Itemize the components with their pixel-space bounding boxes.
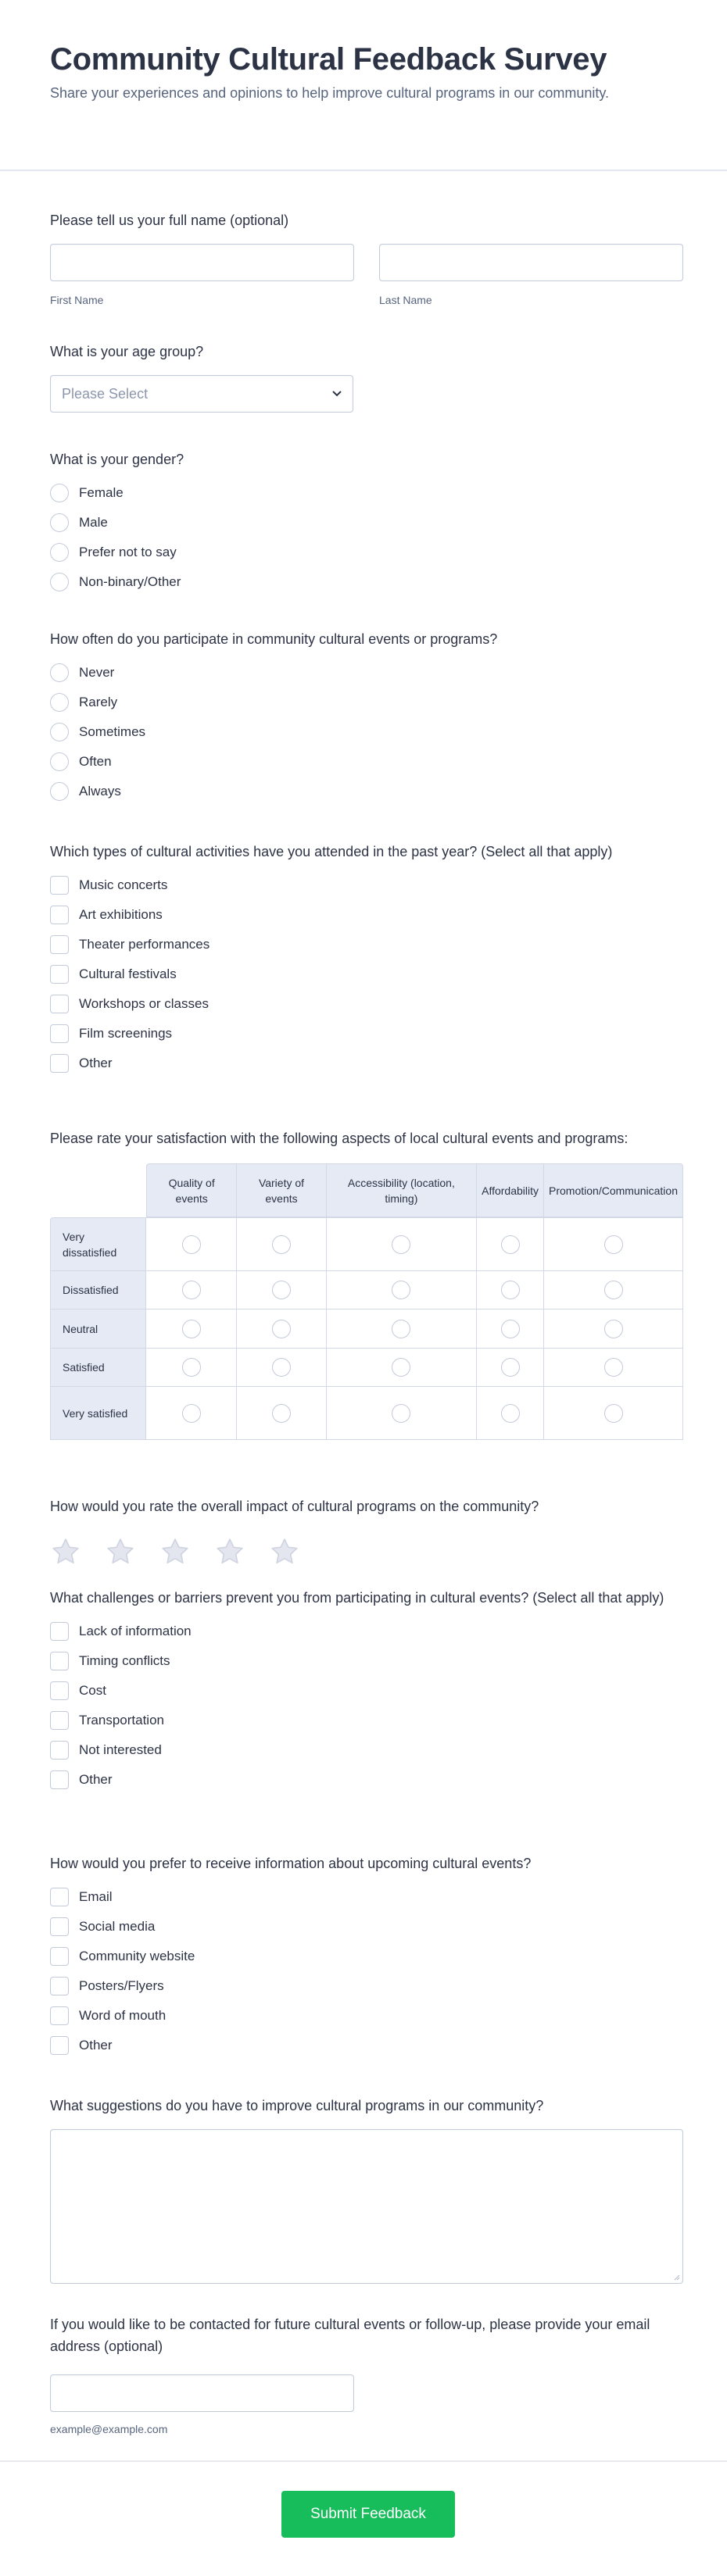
option-label: Music concerts <box>79 877 168 892</box>
submit-button[interactable]: Submit Feedback <box>281 2491 455 2538</box>
last-name-sublabel: Last Name <box>379 294 432 306</box>
checkbox[interactable] <box>50 1888 69 1906</box>
matrix-radio[interactable] <box>392 1281 410 1299</box>
checkbox[interactable] <box>50 1770 69 1789</box>
matrix-cell <box>327 1271 477 1309</box>
checkbox-option[interactable] <box>50 959 683 989</box>
option-label: Workshops or classes <box>79 996 209 1011</box>
matrix-radio[interactable] <box>392 1404 410 1423</box>
question-label: How would you prefer to receive information about upcoming cultural events? <box>50 1856 532 1871</box>
matrix-radio[interactable] <box>272 1320 291 1338</box>
option-label: Non-binary/Other <box>79 574 181 589</box>
option-label: Cost <box>79 1683 106 1698</box>
matrix-cell <box>237 1349 326 1387</box>
matrix-row <box>50 1309 683 1349</box>
option-label: Social media <box>79 1919 156 1934</box>
matrix-cell <box>237 1387 326 1440</box>
matrix-cell <box>327 1217 477 1271</box>
checkbox[interactable] <box>50 876 69 895</box>
checkbox-option[interactable] <box>50 1971 683 2001</box>
checkbox-option[interactable] <box>50 870 683 900</box>
matrix-radio[interactable] <box>604 1320 623 1338</box>
matrix-cell <box>544 1309 683 1349</box>
star-icon[interactable] <box>105 1536 136 1567</box>
radio-button[interactable] <box>50 752 69 771</box>
radio-button[interactable] <box>50 543 69 562</box>
matrix-cell <box>477 1309 544 1349</box>
matrix-radio[interactable] <box>392 1320 410 1338</box>
question-label: Please tell us your full name (optional) <box>50 213 289 228</box>
question-label: What challenges or barriers prevent you from participating in cultural events? (Select all that apply) <box>50 1590 664 1606</box>
question-suggestions <box>50 2095 683 2284</box>
checkbox-option[interactable] <box>50 1706 683 1735</box>
matrix-cell <box>146 1217 237 1271</box>
option-label: Community website <box>79 1949 195 1963</box>
matrix-cell <box>544 1387 683 1440</box>
matrix-cell <box>327 1387 477 1440</box>
page-title: Community Cultural Feedback Survey <box>50 42 607 77</box>
options-list <box>50 478 683 597</box>
checkbox-option[interactable] <box>50 1676 683 1706</box>
matrix-cell <box>237 1309 326 1349</box>
options-list <box>50 1882 683 2060</box>
radio-button[interactable] <box>50 693 69 712</box>
matrix-column-header: Affordability <box>477 1163 544 1217</box>
checkbox-option[interactable] <box>50 1019 683 1049</box>
matrix-radio[interactable] <box>272 1235 291 1254</box>
checkbox-option[interactable] <box>50 1882 683 1912</box>
option-label: Male <box>79 515 108 530</box>
options-list <box>50 870 683 1078</box>
matrix-column-header: Quality of events <box>146 1163 237 1217</box>
matrix-cell <box>146 1387 237 1440</box>
question-label: Which types of cultural activities have you attended in the past year? (Select all that apply) <box>50 844 613 859</box>
matrix-radio[interactable] <box>501 1320 520 1338</box>
options-list <box>50 658 683 806</box>
matrix-cell <box>146 1349 237 1387</box>
matrix-cell <box>477 1271 544 1309</box>
age-group-select[interactable] <box>50 375 353 413</box>
matrix-cell <box>237 1271 326 1309</box>
matrix-row-label: Satisfied <box>50 1349 146 1387</box>
option-label: Lack of information <box>79 1624 192 1638</box>
checkbox[interactable] <box>50 1652 69 1670</box>
checkbox[interactable] <box>50 935 69 954</box>
checkbox[interactable] <box>50 906 69 924</box>
option-label: Other <box>79 1772 113 1787</box>
matrix-cell <box>327 1309 477 1349</box>
suggestions-textarea[interactable] <box>50 2129 683 2284</box>
matrix-radio[interactable] <box>182 1281 201 1299</box>
question-label: What is your age group? <box>50 344 204 359</box>
checkbox[interactable] <box>50 1024 69 1043</box>
matrix-corner <box>50 1163 146 1217</box>
matrix-radio[interactable] <box>272 1281 291 1299</box>
chevron-down-icon <box>332 391 342 397</box>
checkbox[interactable] <box>50 1054 69 1073</box>
matrix-radio[interactable] <box>604 1358 623 1377</box>
matrix-cell <box>146 1309 237 1349</box>
matrix-cell <box>544 1217 683 1271</box>
checkbox[interactable] <box>50 2036 69 2055</box>
checkbox[interactable] <box>50 1741 69 1760</box>
checkbox[interactable] <box>50 1622 69 1641</box>
option-label: Prefer not to say <box>79 545 177 559</box>
question-barriers <box>50 1587 683 1795</box>
checkbox-option[interactable] <box>50 1912 683 1942</box>
matrix-radio[interactable] <box>604 1404 623 1423</box>
matrix-row <box>50 1349 683 1387</box>
matrix-radio[interactable] <box>501 1358 520 1377</box>
option-label: Other <box>79 2038 113 2053</box>
question-label: How often do you participate in community cultural events or programs? <box>50 631 498 647</box>
matrix-radio[interactable] <box>182 1404 201 1423</box>
question-activities <box>50 841 683 1078</box>
select-placeholder: Please Select <box>62 385 149 402</box>
checkbox[interactable] <box>50 1711 69 1730</box>
question-age-group <box>50 341 683 413</box>
option-label: Rarely <box>79 695 118 709</box>
radio-option[interactable] <box>50 747 683 777</box>
checkbox-option[interactable] <box>50 989 683 1019</box>
checkbox-option[interactable] <box>50 1735 683 1765</box>
options-list <box>50 1617 683 1795</box>
option-label: Posters/Flyers <box>79 1978 164 1993</box>
radio-option[interactable] <box>50 717 683 747</box>
question-participation <box>50 628 683 806</box>
checkbox[interactable] <box>50 1681 69 1700</box>
option-label: Female <box>79 485 124 500</box>
matrix-radio[interactable] <box>392 1358 410 1377</box>
matrix-row-label: Very dissatisfied <box>50 1217 146 1271</box>
checkbox-option[interactable] <box>50 1049 683 1078</box>
matrix-cell <box>477 1349 544 1387</box>
question-full-name <box>50 209 683 306</box>
star-icon[interactable] <box>269 1536 300 1567</box>
option-label: Always <box>79 784 121 799</box>
question-impact-rating <box>50 1495 683 1567</box>
matrix-cell <box>477 1387 544 1440</box>
satisfaction-matrix <box>50 1163 683 1440</box>
option-label: Often <box>79 754 112 769</box>
matrix-cell <box>544 1271 683 1309</box>
matrix-row-label: Dissatisfied <box>50 1271 146 1309</box>
checkbox[interactable] <box>50 1947 69 1966</box>
checkbox-option[interactable] <box>50 930 683 959</box>
matrix-column-header: Accessibility (location, timing) <box>327 1163 477 1217</box>
matrix-radio[interactable] <box>501 1235 520 1254</box>
email-sublabel: example@example.com <box>50 2423 168 2435</box>
radio-option[interactable] <box>50 508 683 538</box>
checkbox-option[interactable] <box>50 2001 683 2031</box>
star-rating <box>50 1536 683 1567</box>
radio-button[interactable] <box>50 663 69 682</box>
first-name-input[interactable] <box>50 244 354 281</box>
star-icon[interactable] <box>214 1536 245 1567</box>
question-label: What is your gender? <box>50 452 184 467</box>
matrix-row-label: Neutral <box>50 1309 146 1349</box>
matrix-cell <box>544 1349 683 1387</box>
question-label: What suggestions do you have to improve cultural programs in our community? <box>50 2098 544 2113</box>
matrix-radio[interactable] <box>604 1281 623 1299</box>
resize-grip-icon[interactable] <box>674 2274 680 2281</box>
matrix-radio[interactable] <box>182 1320 201 1338</box>
matrix-radio[interactable] <box>182 1235 201 1254</box>
option-label: Cultural festivals <box>79 966 177 981</box>
matrix-row <box>50 1387 683 1440</box>
checkbox[interactable] <box>50 1917 69 1936</box>
checkbox-option[interactable] <box>50 1765 683 1795</box>
radio-option[interactable] <box>50 688 683 717</box>
matrix-column-header: Promotion/Communication <box>544 1163 683 1217</box>
option-label: Email <box>79 1889 113 1904</box>
radio-button[interactable] <box>50 723 69 741</box>
matrix-cell <box>146 1271 237 1309</box>
radio-option[interactable] <box>50 777 683 806</box>
question-satisfaction-matrix <box>50 1127 683 1440</box>
question-gender <box>50 448 683 597</box>
checkbox-option[interactable] <box>50 1942 683 1971</box>
option-label: Word of mouth <box>79 2008 167 2023</box>
option-label: Never <box>79 665 115 680</box>
checkbox-option[interactable] <box>50 2031 683 2060</box>
matrix-row <box>50 1217 683 1271</box>
option-label: Transportation <box>79 1713 164 1727</box>
option-label: Sometimes <box>79 724 146 739</box>
star-icon[interactable] <box>50 1536 81 1567</box>
radio-button[interactable] <box>50 782 69 801</box>
radio-button[interactable] <box>50 573 69 591</box>
matrix-radio[interactable] <box>604 1235 623 1254</box>
radio-option[interactable] <box>50 478 683 508</box>
matrix-cell <box>477 1217 544 1271</box>
question-info-preference <box>50 1853 683 2060</box>
star-icon[interactable] <box>159 1536 191 1567</box>
option-label: Not interested <box>79 1742 162 1757</box>
question-label: Please rate your satisfaction with the following aspects of local cultural events and programs: <box>50 1131 629 1146</box>
radio-button[interactable] <box>50 513 69 532</box>
checkbox-option[interactable] <box>50 900 683 930</box>
checkbox[interactable] <box>50 995 69 1013</box>
option-label: Theater performances <box>79 937 210 952</box>
email-input[interactable] <box>50 2374 354 2412</box>
option-label: Film screenings <box>79 1026 173 1041</box>
radio-option[interactable] <box>50 567 683 597</box>
matrix-radio[interactable] <box>272 1358 291 1377</box>
form-header <box>0 0 727 171</box>
option-label: Art exhibitions <box>79 907 163 922</box>
radio-option[interactable] <box>50 658 683 688</box>
checkbox[interactable] <box>50 1977 69 1995</box>
matrix-row-label: Very satisfied <box>50 1387 146 1440</box>
option-label: Timing conflicts <box>79 1653 170 1668</box>
matrix-row <box>50 1271 683 1309</box>
question-label: If you would like to be contacted for future cultural events or follow-up, please provide your email address (optional) <box>50 2317 650 2354</box>
first-name-sublabel: First Name <box>50 294 104 306</box>
radio-button[interactable] <box>50 484 69 502</box>
matrix-radio[interactable] <box>272 1404 291 1423</box>
checkbox[interactable] <box>50 965 69 984</box>
matrix-radio[interactable] <box>182 1358 201 1377</box>
matrix-radio[interactable] <box>501 1404 520 1423</box>
checkbox-option[interactable] <box>50 1646 683 1676</box>
matrix-column-header: Variety of events <box>237 1163 326 1217</box>
checkbox-option[interactable] <box>50 1617 683 1646</box>
matrix-cell <box>237 1217 326 1271</box>
question-label: How would you rate the overall impact of cultural programs on the community? <box>50 1499 539 1514</box>
matrix-radio[interactable] <box>392 1235 410 1254</box>
last-name-input[interactable] <box>379 244 683 281</box>
matrix-radio[interactable] <box>501 1281 520 1299</box>
radio-option[interactable] <box>50 538 683 567</box>
page-subtitle: Share your experiences and opinions to help improve cultural programs in our community. <box>50 85 610 101</box>
footer-divider <box>0 2460 727 2462</box>
option-label: Other <box>79 1056 113 1070</box>
question-email <box>50 2313 683 2435</box>
checkbox[interactable] <box>50 2006 69 2025</box>
matrix-cell <box>327 1349 477 1387</box>
